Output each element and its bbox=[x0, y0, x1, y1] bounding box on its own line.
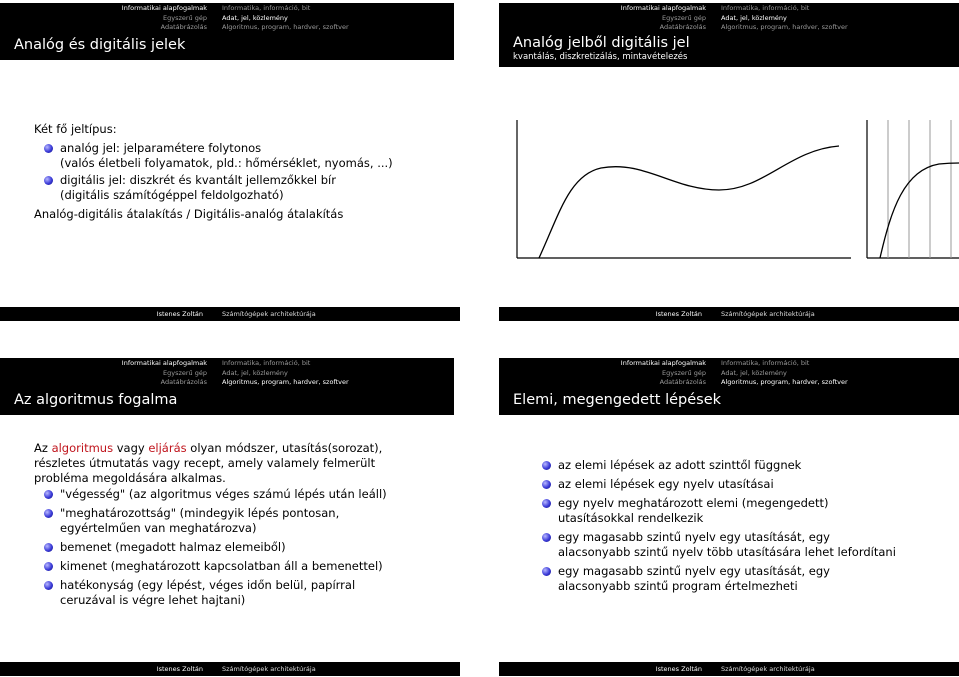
footer-author: Istenes Zoltán bbox=[156, 665, 203, 673]
nav-left bbox=[621, 359, 706, 388]
bullet-item: "végesség" (az algoritmus véges számú lépés után leáll) bbox=[34, 487, 434, 502]
slide-body bbox=[34, 122, 393, 222]
term-algoritmus: algoritmus bbox=[51, 441, 114, 455]
outro-text: Analóg-digitális átalakítás / Digitális-analóg átalakítás bbox=[34, 207, 344, 221]
nav-item[interactable]: Egyszerű gép bbox=[662, 368, 706, 377]
intro-text: Két fő jeltípus: bbox=[34, 122, 117, 136]
nav-item[interactable]: Informatika, információ, bit bbox=[721, 4, 810, 12]
nav-item[interactable]: Algoritmus, program, hardver, szoftver bbox=[222, 23, 349, 31]
nav-item[interactable]: Informatikai alapfogalmak bbox=[620, 4, 706, 12]
slide-title: Analóg jelből digitális jel bbox=[513, 35, 690, 51]
bullet-icon bbox=[44, 543, 53, 552]
bullet-item: egy nyelv meghatározott elemi (megengedett) utasításokkal rendelkezik bbox=[532, 496, 952, 526]
slide-subtitle: kvantálás, diszkretizálás, mintavételezés bbox=[513, 52, 688, 62]
nav-item[interactable]: Informatika, információ, bit bbox=[721, 359, 810, 367]
nav-item[interactable]: Informatikai alapfogalmak bbox=[121, 4, 207, 12]
slide-footer bbox=[499, 662, 959, 676]
slide-title-bar bbox=[0, 388, 454, 415]
nav-item[interactable]: Informatika, információ, bit bbox=[222, 359, 311, 367]
bullet-icon bbox=[44, 176, 53, 185]
nav-right bbox=[721, 4, 848, 33]
slide-title-bar bbox=[0, 33, 454, 60]
footer-course: Számítógépek architektúrája bbox=[222, 665, 316, 673]
bullet-icon bbox=[542, 480, 551, 489]
bullet-icon bbox=[44, 490, 53, 499]
bullet-list bbox=[34, 487, 434, 608]
definition-line: probléma megoldására alkalmas. bbox=[34, 471, 226, 485]
bullet-item: "meghatározottság" (mindegyik lépés pontosan, egyértelműen van meghatározva) bbox=[34, 506, 434, 536]
nav-item[interactable]: Informatikai alapfogalmak bbox=[121, 359, 207, 367]
footer-author: Istenes Zoltán bbox=[655, 310, 702, 318]
bullet-icon bbox=[542, 567, 551, 576]
slide-title-bar bbox=[499, 33, 959, 67]
bullet-icon bbox=[44, 562, 53, 571]
bullet-item: analóg jel: jelparamétere folytonos (valós életbeli folyamatok, pld.: hőmérséklet, nyomás, ...) bbox=[34, 141, 393, 171]
bullet-list bbox=[532, 458, 952, 594]
nav-left bbox=[621, 4, 706, 33]
bullet-item: digitális jel: diszkrét és kvantált jellemzőkkel bír (digitális számítógéppel feldolgozható) bbox=[34, 173, 393, 203]
nav-right bbox=[222, 4, 349, 33]
nav-item[interactable]: Adatábrázolás bbox=[659, 378, 706, 386]
nav-item[interactable]: Adatábrázolás bbox=[160, 378, 207, 386]
slide-body bbox=[34, 441, 434, 608]
definition-line: részletes útmutatás vagy recept, amely valamely felmerült bbox=[34, 456, 376, 470]
nav-item-current[interactable]: Algoritmus, program, hardver, szoftver bbox=[222, 378, 349, 386]
sampled-signal-curve bbox=[880, 163, 959, 258]
bullet-icon bbox=[44, 581, 53, 590]
slide-header-nav bbox=[499, 3, 959, 33]
nav-item[interactable]: Egyszerű gép bbox=[163, 368, 207, 377]
slide-analog-digital bbox=[0, 0, 460, 320]
footer-course: Számítógépek architektúrája bbox=[222, 310, 316, 318]
term-eljaras: eljárás bbox=[148, 441, 187, 455]
bullet-icon bbox=[542, 533, 551, 542]
nav-item[interactable]: Adat, jel, közlemény bbox=[222, 368, 288, 377]
bullet-icon bbox=[542, 499, 551, 508]
bullet-icon bbox=[44, 509, 53, 518]
nav-item-current[interactable]: Adat, jel, közlemény bbox=[721, 13, 787, 22]
nav-item-current[interactable]: Algoritmus, program, hardver, szoftver bbox=[721, 378, 848, 386]
nav-item-current[interactable]: Adat, jel, közlemény bbox=[222, 13, 288, 22]
nav-item[interactable]: Adatábrázolás bbox=[659, 23, 706, 31]
bullet-item: kimenet (meghatározott kapcsolatban áll a bemenettel) bbox=[34, 559, 434, 574]
slide-footer bbox=[0, 662, 460, 676]
bullet-item: hatékonyság (egy lépést, véges időn belül, papírral ceruzával is végre lehet hajtani) bbox=[34, 578, 434, 608]
footer-course: Számítógépek architektúrája bbox=[721, 310, 815, 318]
signal-graph bbox=[499, 120, 959, 270]
footer-author: Istenes Zoltán bbox=[156, 310, 203, 318]
slide-title: Elemi, megengedett lépések bbox=[513, 392, 722, 408]
slide-header-nav bbox=[0, 3, 454, 33]
nav-item[interactable]: Egyszerű gép bbox=[662, 13, 706, 22]
slide-footer bbox=[499, 307, 959, 321]
nav-right bbox=[222, 359, 349, 388]
slide-header-nav bbox=[0, 358, 454, 388]
nav-item[interactable]: Adat, jel, közlemény bbox=[721, 368, 787, 377]
definition-line: Az algoritmus vagy eljárás olyan módszer, utasítás(sorozat), bbox=[34, 441, 383, 455]
bullet-item: az elemi lépések az adott szinttől függnek bbox=[532, 458, 952, 473]
footer-course: Számítógépek architektúrája bbox=[721, 665, 815, 673]
slide-title-bar bbox=[499, 388, 959, 415]
nav-right bbox=[721, 359, 848, 388]
nav-left bbox=[122, 4, 207, 33]
slide-elementary-steps bbox=[499, 355, 959, 675]
slide-header-nav bbox=[499, 358, 959, 388]
bullet-item: az elemi lépések egy nyelv utasításai bbox=[532, 477, 952, 492]
bullet-item: egy magasabb szintű nyelv egy utasítását, egy alacsonyabb szintű program értelmezheti bbox=[532, 564, 952, 594]
nav-item[interactable]: Informatika, információ, bit bbox=[222, 4, 311, 12]
slide-body bbox=[532, 458, 952, 594]
footer-author: Istenes Zoltán bbox=[655, 665, 702, 673]
slide-title: Analóg és digitális jelek bbox=[14, 37, 186, 53]
slide-algorithm-concept bbox=[0, 355, 460, 675]
bullet-list bbox=[34, 141, 393, 203]
nav-item[interactable]: Egyszerű gép bbox=[163, 13, 207, 22]
bullet-item: egy magasabb szintű nyelv egy utasítását, egy alacsonyabb szintű nyelv több utasítására lehet lefordítani bbox=[532, 530, 952, 560]
slide-footer bbox=[0, 307, 460, 321]
bullet-icon bbox=[542, 461, 551, 470]
analog-signal-curve bbox=[539, 146, 839, 258]
slide-title: Az algoritmus fogalma bbox=[14, 392, 178, 408]
slide-analog-to-digital bbox=[499, 0, 959, 320]
nav-item[interactable]: Algoritmus, program, hardver, szoftver bbox=[721, 23, 848, 31]
bullet-icon bbox=[44, 144, 53, 153]
nav-item[interactable]: Informatikai alapfogalmak bbox=[620, 359, 706, 367]
nav-left bbox=[122, 359, 207, 388]
nav-item[interactable]: Adatábrázolás bbox=[160, 23, 207, 31]
bullet-item: bemenet (megadott halmaz elemeiből) bbox=[34, 540, 434, 555]
